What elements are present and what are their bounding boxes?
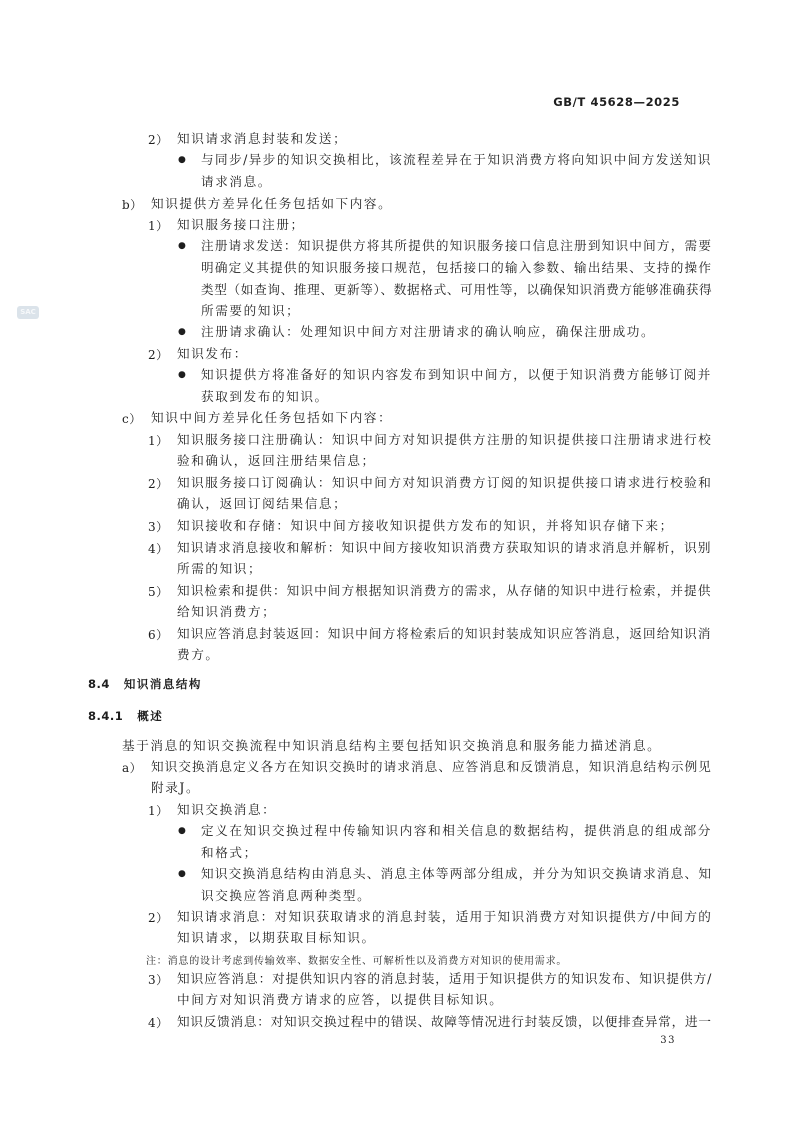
- paragraph-line: 知识应答消息：对提供知识内容的消息封装，适用于知识提供方的知识发布、知识提供方/: [177, 971, 713, 986]
- paragraph-line: 知识交换消息结构由消息头、消息主体等两部分组成，并分为知识交换请求消息、知: [201, 866, 713, 881]
- section-heading-8-4: 8.4 知识消息结构: [88, 677, 202, 691]
- paragraph-line: 知识反馈消息：对知识交换过程中的错误、故障等情况进行封装反馈，以便排查异常，进一: [177, 1014, 712, 1029]
- paragraph-line: 知识发布：: [177, 346, 248, 361]
- paragraph-line: 知识服务接口注册；: [177, 217, 305, 232]
- paragraph-line: 知识请求，以期获取目标知识。: [177, 930, 376, 945]
- paragraph-line: 附录J。: [151, 780, 201, 795]
- note: 注：消息的设计考虑到传输效率、数据安全性、可解析性以及消费方对知识的使用需求。: [146, 956, 568, 967]
- paragraph-line: 基于消息的知识交换流程中知识消息结构主要包括知识交换消息和服务能力描述消息。: [122, 738, 662, 753]
- paragraph-line: 和格式；: [201, 845, 258, 860]
- paragraph-line: 所需的知识；: [177, 561, 263, 576]
- paragraph-line: 确认，返回订阅结果信息；: [177, 496, 348, 511]
- paragraph-line: 知识服务接口订阅确认：知识中间方对知识消费方订阅的知识提供接口请求进行校验和: [177, 475, 713, 490]
- paragraph-line: 注册请求确认：处理知识中间方对注册请求的确认响应，确保注册成功。: [201, 324, 656, 339]
- paragraph-line: 与同步/异步的知识交换相比，该流程差异在于知识消费方将向知识中间方发送知识: [201, 152, 712, 167]
- paragraph-line: 类型（如查询、推理、更新等）、数据格式、可用性等，以确保知识消费方能够准确获得: [201, 282, 713, 297]
- bullet: ●: [178, 155, 186, 165]
- bullet: ●: [178, 327, 186, 337]
- bullet: ●: [178, 869, 186, 879]
- sac-watermark: SAC: [17, 306, 39, 319]
- paragraph-line: 注册请求发送：知识提供方将其所提供的知识服务接口信息注册到知识中间方，需要: [201, 238, 713, 253]
- paragraph-line: 费方。: [177, 647, 220, 662]
- paragraph-line: 知识请求消息：对知识获取请求的消息封装，适用于知识消费方对知识提供方/中间方的: [177, 909, 713, 924]
- bullet: ●: [178, 826, 186, 836]
- paragraph-line: 知识中间方差异化任务包括如下内容：: [151, 410, 393, 425]
- paragraph-line: 识交换应答消息两种类型。: [201, 888, 372, 903]
- bullet: ●: [178, 370, 186, 380]
- standard-number: GB/T 45628—2025: [553, 95, 680, 109]
- paragraph-line: 知识提供方差异化任务包括如下内容。: [151, 196, 393, 211]
- bullet: ●: [178, 241, 186, 251]
- paragraph-line: 中间方对知识消费方请求的应答，以提供目标知识。: [177, 992, 504, 1007]
- section-heading-8-4-1: 8.4.1 概述: [88, 709, 164, 723]
- paragraph-line: 知识交换消息定义各方在知识交换时的请求消息、应答消息和反馈消息，知识消息结构示例见: [151, 759, 712, 774]
- paragraph-line: 知识请求消息封装和发送；: [177, 131, 348, 146]
- paragraph-line: 获取到发布的知识。: [201, 389, 329, 404]
- paragraph-line: 知识服务接口注册确认：知识中间方对知识提供方注册的知识提供接口注册请求进行校: [177, 432, 713, 447]
- paragraph-line: 给知识消费方；: [177, 604, 277, 619]
- page-number: 33: [660, 1035, 676, 1046]
- paragraph-line: 知识检索和提供：知识中间方根据知识消费方的需求，从存储的知识中进行检索，并提供: [177, 583, 712, 598]
- paragraph-line: 验和确认，返回注册结果信息；: [177, 453, 376, 468]
- paragraph-line: 明确定义其提供的知识服务接口规范，包括接口的输入参数、输出结果、支持的操作: [201, 260, 713, 275]
- paragraph-line: 知识请求消息接收和解析：知识中间方接收知识消费方获取知识的请求消息并解析，识别: [177, 540, 712, 555]
- document-page: GB/T 45628—2025 SAC 2） 知识请求消息封装和发送； ● 与同步/异步的知识交换相比，该流程差异在于知识消费方将向知识中间方发送知识 请求消息。 b） 知识提供方差异化任务包括如下内容。 1） 知识服务接口注册； ● 注册请求发送：知识提供方将其所提供的知识服务接口信息注册到知识中间方，需要 明确定义其提供的知识服务接口规范，包括接口的输入参数、输出结果、支持的操作 类型（如查询、推理、更新等）、数据格式、可用性等，以确保知识消费方能够准确获得 所需要的知识； ● 注册请求确认：处理知识中间方对注册请求的确认响应，确保注册成功。 2） 知识发布： ● 知识提供方将准备好的知识内容发布到知识中间方，以便于知识消费方能够订阅并 获取到发布的知识。 c） 知识中间方差异化任务包括如下内容： 1） 知识服务接口注册确认：知识中间方对知识提供方注册的知识提供接口注册请求进行校 验和确认，返回注册结果信息； 2） 知识服务接口订阅确认：知识中间方对知识消费方订阅的知识提供接口请求进行校验和 确认，返回订阅结果信息； 3） 知识接收和存储：知识中间方接收知识提供方发布的知识，并将知识存储下来； 4） 知识请求消息接收和解析：知识中间方接收知识消费方获取知识的请求消息并解析，识别 所需的知识； 5） 知识检索和提供：知识中间方根据知识消费方的需求，从存储的知识中进行检索，并提供 给知识消费方； 6） 知识应答消息封装返回：知识中间方将检索后的知识封装成知识应答消息，返回给知识消 费方。 8.4 知识消息结构 8.4.1 概述 基于消息的知识交换流程中知识消息结构主要包括知识交换消息和服务能力描述消息。 a） 知识交换消息定义各方在知识交换时的请求消息、应答消息和反馈消息，知识消息结构示例见 附录J。 1） 知识交换消息： ● 定义在知识交换过程中传输知识内容和相关信息的数据结构，提供消息的组成部分 和格式； ● 知识交换消息结构由消息头、消息主体等两部分组成，并分为知识交换请求消息、知 识交换应答消息两种类型。 2） 知识请求消息：对知识获取请求的消息封装，适用于知识消费方对知识提供方/中间方的 知识请求，以期获取目标知识。 注：消息的设计考虑到传输效率、数据安全性、可解析性以及消费方对知识的使用需求。 3） 知识应答消息：对提供知识内容的消息封装，适用于知识提供方的知识发布、知识提供方/ 中间方对知识消费方请求的应答，以提供目标知识。 4） 知识反馈消息：对知识交换过程中的错误、故障等情况进行封装反馈，以便排查异常，进一 33: [0, 0, 794, 1123]
- paragraph-line: 知识提供方将准备好的知识内容发布到知识中间方，以便于知识消费方能够订阅并: [201, 367, 712, 382]
- paragraph-line: 所需要的知识；: [201, 303, 301, 318]
- paragraph-line: 请求消息。: [201, 174, 272, 189]
- paragraph-line: 知识交换消息：: [177, 802, 277, 817]
- paragraph-line: 定义在知识交换过程中传输知识内容和相关信息的数据结构，提供消息的组成部分: [201, 823, 712, 838]
- paragraph-line: 知识应答消息封装返回：知识中间方将检索后的知识封装成知识应答消息，返回给知识消: [177, 626, 712, 641]
- paragraph-line: 知识接收和存储：知识中间方接收知识提供方发布的知识，并将知识存储下来；: [177, 518, 674, 533]
